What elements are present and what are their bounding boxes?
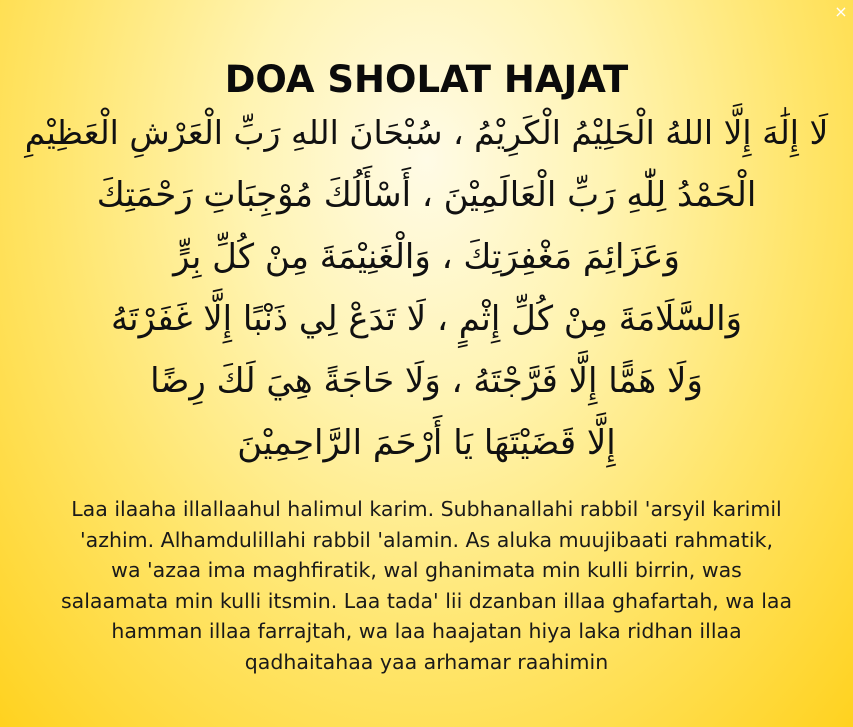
arabic-line-6: إِلَّا قَضَيْتَهَا يَا أَرْحَمَ الرَّاحِمِيْنَ bbox=[237, 423, 616, 463]
arabic-line-1: لَا إِلَٰهَ إِلَّا اللهُ الْحَلِيْمُ الْكَرِيْمُ ، سُبْحَانَ اللهِ رَبِّ الْعَرْشِ الْعَظِيْمِ bbox=[24, 113, 829, 152]
page-title: DOA SHOLAT HAJAT bbox=[224, 57, 629, 101]
latin-line-6: qadhaitahaa yaa arhamar raahimin bbox=[244, 649, 609, 674]
latin-transliteration bbox=[18, 494, 835, 677]
arabic-line-2: الْحَمْدُ لِلّٰهِ رَبِّ الْعَالَمِيْنَ ، أَسْأَلُكَ مُوْجِبَاتِ رَحْمَتِكَ bbox=[96, 175, 757, 215]
latin-line-4: salaamata min kulli itsmin. Laa tada' lii dzanban illaa ghafartah, wa laa bbox=[60, 588, 793, 613]
arabic-prayer-text bbox=[20, 102, 833, 474]
close-icon[interactable]: × bbox=[834, 2, 848, 21]
latin-line-5: hamman illaa farrajtah, wa laa haajatan hiya laka ridhan illaa bbox=[111, 619, 742, 643]
arabic-line-5: وَلَا هَمًّا إِلَّا فَرَّجْتَهُ ، وَلَا حَاجَةً هِيَ لَكَ رِضًا bbox=[150, 361, 703, 401]
arabic-line-4: وَالسَّلَامَةَ مِنْ كُلِّ إِثْمٍ ، لَا تَدَعْ لِي ذَنْبًا إِلَّا غَفَرْتَهُ bbox=[110, 299, 743, 339]
latin-line-2: 'azhim. Alhamdulillahi rabbil 'alamin. As aluka muujibaati rahmatik, bbox=[80, 527, 773, 552]
latin-line-3: wa 'azaa ima maghfiratik, wal ghanimata min kulli birrin, was bbox=[111, 558, 742, 582]
latin-line-1: Laa ilaaha illallaahul halimul karim. Subhanallahi rabbil 'arsyil karimil bbox=[71, 497, 782, 521]
arabic-line-3: وَعَزَائِمَ مَغْفِرَتِكَ ، وَالْغَنِيْمَةَ مِنْ كُلِّ بِرٍّ bbox=[173, 237, 680, 277]
